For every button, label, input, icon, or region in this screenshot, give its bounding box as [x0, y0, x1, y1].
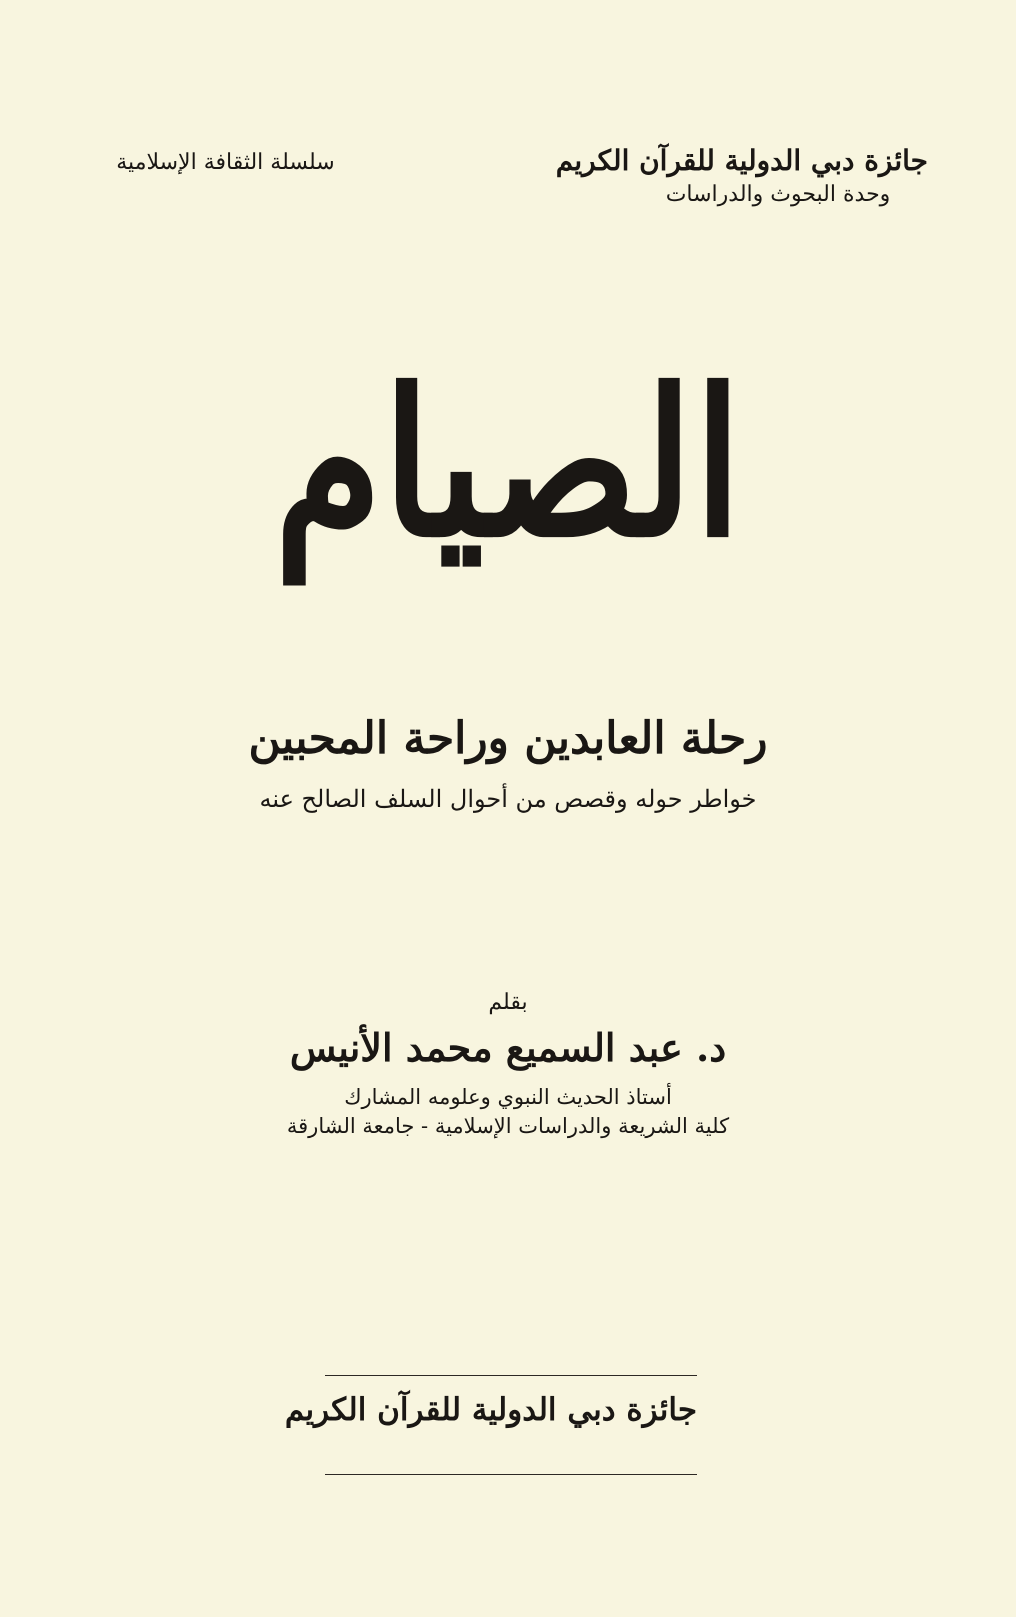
footer-bottom-rule: [325, 1474, 697, 1475]
footer-award-name: جائزة دبي الدولية للقرآن الكريم: [284, 1392, 697, 1428]
footer-top-rule: [325, 1375, 697, 1376]
author-name: د. عبد السميع محمد الأنيس: [289, 1025, 727, 1071]
author-affiliation: كلية الشريعة والدراسات الإسلامية - جامعة الشارقة: [286, 1114, 730, 1139]
author-block: [0, 990, 1016, 1141]
tagline: خواطر حوله وقصص من أحوال السلف الصالح عنه: [259, 785, 757, 813]
series-name: سلسلة الثقافة الإسلامية: [116, 150, 335, 175]
main-title-block: [0, 346, 1016, 583]
subtitle: رحلة العابدين وراحة المحبين: [248, 713, 768, 764]
research-unit-name: وحدة البحوث والدراسات: [665, 182, 891, 208]
main-title: الصيام: [273, 346, 743, 583]
series-block: [88, 150, 363, 176]
author-role: أستاذ الحديث النبوي وعلومه المشارك: [344, 1085, 672, 1110]
author-by-label: بقلم: [488, 990, 528, 1015]
publisher-block: [555, 144, 928, 209]
award-name: جائزة دبي الدولية للقرآن الكريم: [555, 144, 928, 177]
